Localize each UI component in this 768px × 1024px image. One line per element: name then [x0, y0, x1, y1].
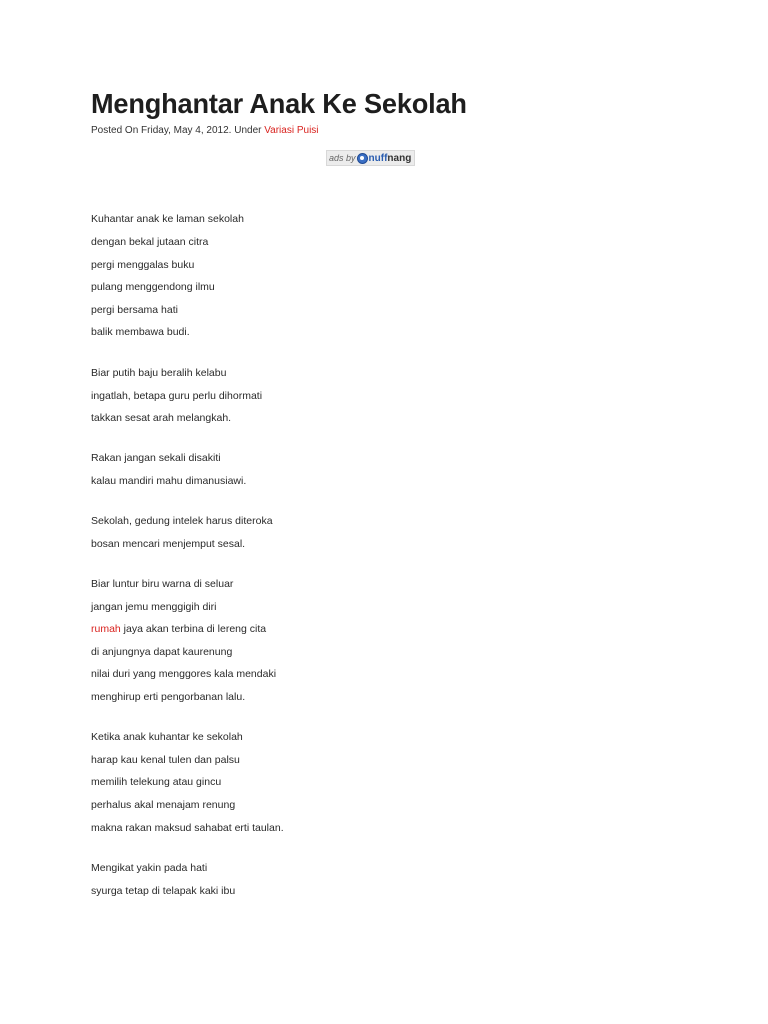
poem-line: harap kau kenal tulen dan palsu [91, 754, 240, 766]
poem-line: Mengikat yakin pada hati [91, 862, 208, 874]
ad-brand-part2: nang [387, 152, 412, 164]
poem-line: balik membawa budi. [91, 326, 190, 338]
poem-line: Sekolah, gedung intelek harus diteroka [91, 515, 273, 527]
rumah-link[interactable]: rumah [91, 623, 121, 635]
poem-line: Ketika anak kuhantar ke sekolah [91, 731, 243, 743]
ad-badge[interactable] [326, 150, 415, 166]
poem-line: menghirup erti pengorbanan lalu. [91, 691, 246, 703]
poem-line: syurga tetap di telapak kaki ibu [91, 885, 236, 897]
ad-brand-part1: nuff [368, 152, 388, 164]
post-meta-text: Posted On Friday, May 4, 2012. Under [91, 125, 265, 136]
poem-line: Kuhantar anak ke laman sekolah [91, 213, 244, 225]
poem-line: makna rakan maksud sahabat erti taulan. [91, 822, 284, 834]
poem-line: perhalus akal menajam renung [91, 799, 236, 811]
poem-line: bosan mencari menjemput sesal. [91, 538, 246, 550]
category-link[interactable]: Variasi Puisi [264, 125, 319, 136]
poem-line-rest: jaya akan terbina di lereng cita [120, 623, 267, 635]
poem-line: memilih telekung atau gincu [91, 776, 222, 788]
poem-line: dengan bekal jutaan citra [91, 236, 209, 248]
poem-line-with-link [91, 623, 266, 636]
poem-line: di anjungnya dapat kaurenung [91, 646, 233, 658]
poem-line: pulang menggendong ilmu [91, 281, 215, 293]
poem-line: Biar luntur biru warna di seluar [91, 578, 234, 590]
poem-line: takkan sesat arah melangkah. [91, 412, 232, 424]
poem-line: pergi menggalas buku [91, 259, 195, 271]
ad-label: ads by [329, 153, 356, 163]
post-title: Menghantar Anak Ke Sekolah [91, 88, 467, 119]
poem-line: ingatlah, betapa guru perlu dihormati [91, 390, 263, 402]
poem-line: Rakan jangan sekali disakiti [91, 452, 221, 464]
poem-line: Biar putih baju beralih kelabu [91, 367, 227, 379]
post-meta [91, 125, 319, 136]
nuffnang-globe-icon [357, 153, 368, 164]
poem-line: pergi bersama hati [91, 304, 178, 316]
poem-line: jangan jemu menggigih diri [91, 601, 217, 613]
poem-line: nilai duri yang menggores kala mendaki [91, 668, 277, 680]
poem-line: kalau mandiri mahu dimanusiawi. [91, 475, 247, 487]
